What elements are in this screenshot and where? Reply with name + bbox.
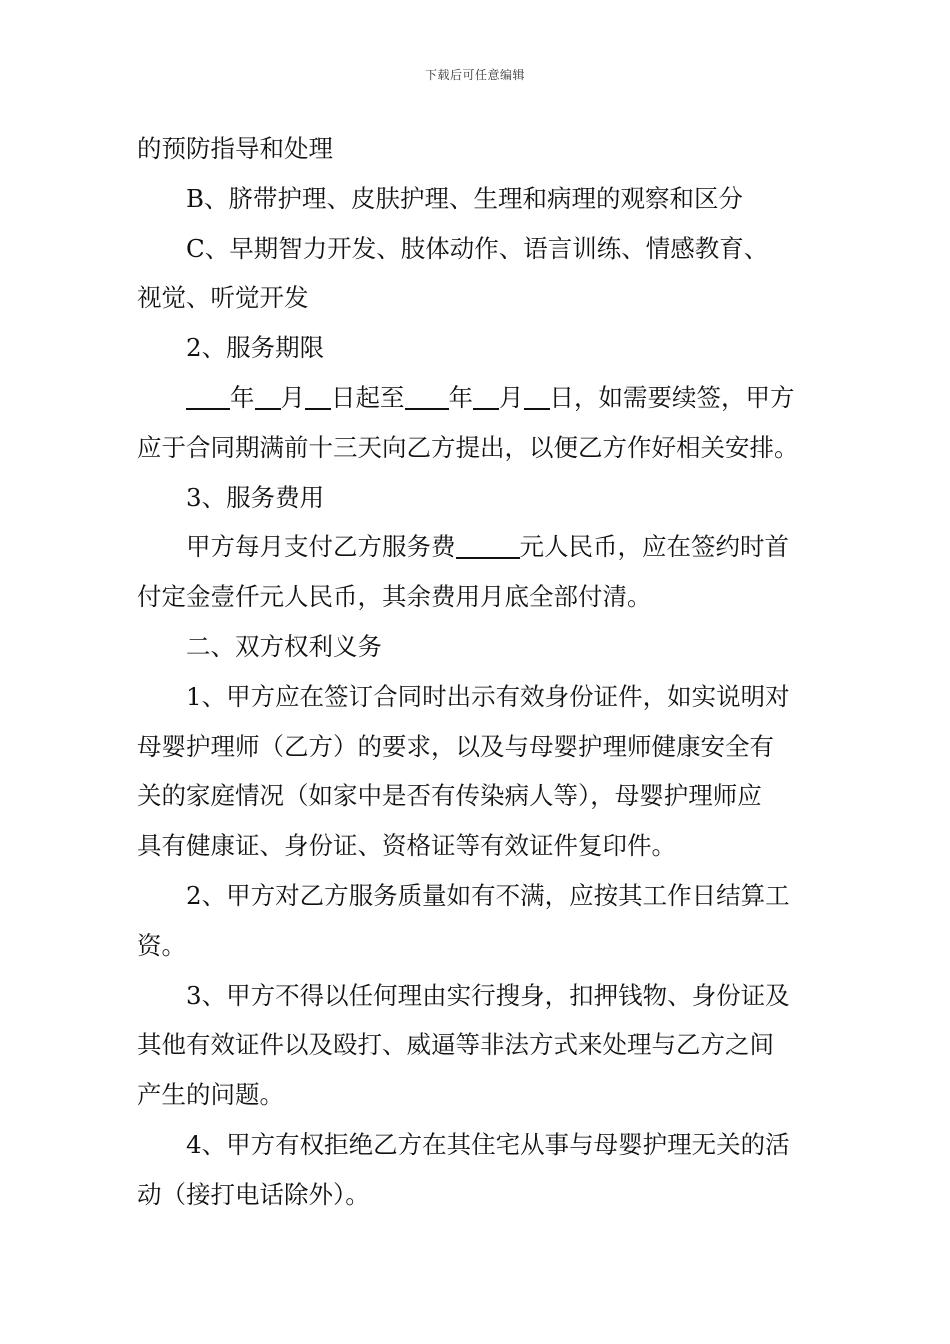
month-blank	[473, 384, 499, 410]
fee-text-before: 甲方每月支付乙方服务费	[186, 532, 456, 562]
paragraph-line: 3、甲方不得以任何理由实行搜身，扣押钱物、身份证及	[186, 980, 790, 1010]
year-label: 年	[448, 382, 473, 412]
fee-text-after: 元人民币，应在签约时首	[519, 532, 789, 562]
service-term-line	[137, 373, 817, 423]
paragraph-line: 1、甲方应在签订合同时出示有效身份证件，如实说明对	[186, 681, 790, 711]
paragraph-line: 关的家庭情况（如家中是否有传染病人等），母婴护理师应	[137, 781, 762, 811]
paragraph-line: 视觉、听觉开发	[137, 283, 309, 313]
paragraph-line: 的预防指导和处理	[137, 134, 333, 163]
end-day-label: 日，如需要续签，甲方	[549, 382, 795, 412]
paragraph-line: 其他有效证件以及殴打、威逼等非法方式来处理与乙方之间	[137, 1030, 774, 1060]
paragraph-line: 母婴护理师（乙方）的要求，以及与母婴护理师健康安全有	[137, 731, 774, 761]
month-blank	[255, 384, 281, 410]
paragraph-line: 应于合同期满前十三天向乙方提出，以便乙方作好相关安排。	[137, 432, 799, 462]
day-blank	[305, 384, 331, 410]
year-blank	[405, 384, 449, 410]
fee-amount-blank	[456, 533, 520, 559]
paragraph-line: 2、甲方对乙方服务质量如有不满，应按其工作日结算工	[186, 880, 790, 910]
paragraph-line: 4、甲方有权拒绝乙方在其住宅从事与母婴护理无关的活	[186, 1129, 790, 1159]
paragraph-line: C、早期智力开发、肢体动作、语言训练、情感教育、	[186, 233, 769, 263]
section-heading: 2、服务期限	[186, 333, 325, 363]
paragraph-line: 动（接打电话除外）。	[137, 1179, 370, 1209]
paragraph-line: 资。	[137, 930, 186, 960]
month-label: 月	[499, 382, 524, 412]
paragraph-line: 具有健康证、身份证、资格证等有效证件复印件。	[137, 831, 676, 861]
section-heading: 二、双方权利义务	[186, 631, 382, 661]
paragraph-line: B、脐带护理、皮肤护理、生理和病理的观察和区分	[186, 183, 744, 213]
year-label: 年	[230, 382, 255, 412]
section-heading: 3、服务费用	[186, 482, 325, 512]
month-label: 月	[280, 382, 305, 412]
service-fee-line	[137, 522, 817, 572]
year-blank	[186, 384, 230, 410]
paragraph-line: 付定金壹仟元人民币，其余费用月底全部付清。	[137, 582, 652, 612]
paragraph-line: 产生的问题。	[137, 1080, 284, 1110]
document-body	[137, 124, 817, 1220]
start-day-label: 日起至	[331, 382, 405, 412]
page-header: 下载后可任意编辑	[424, 68, 525, 82]
day-blank	[524, 384, 550, 410]
